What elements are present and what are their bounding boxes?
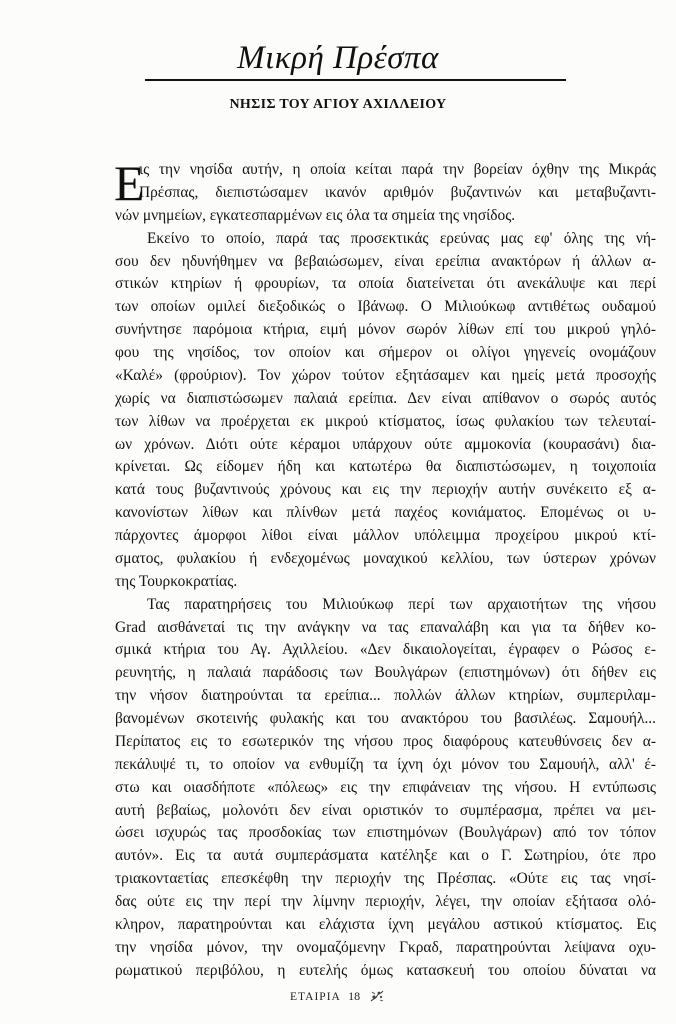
text-line: κανονίστων λίθων και πλίνθων μετά παχέος κονιάματος. Επομένως οι υ- [115, 504, 656, 522]
text-line: ις την νησίδα αυτήν, η οποία κείται παρά την βορείαν όχθην της Μικράς [139, 161, 656, 178]
text-line: κρίνεται. Ως είδομεν ήδη και κατωτέρω θα διαπιστώσωμεν, η τοιχοποιία [115, 458, 656, 476]
drop-cap: Ε [114, 155, 145, 211]
text-line: φου της νησίδος, τον οποίον και σήμερον οι ολίγοι γηγενείς ονομάζουν [115, 344, 656, 361]
text-line: ώσει ισχυρώς τας προσδοκίας των επιστημόνων (Βουλγάρων) από τον τόπον [115, 824, 656, 842]
text-line: κατά τους βυζαντινούς χρόνους και εις την περιοχήν αυτήν συνέκειτο εξ α- [115, 481, 656, 499]
text-line: χωρίς να διαπιστώσωμεν παλαιά ερείπια. Δεν είναι απίθανον ο σωρός αυτός [115, 389, 656, 407]
text-line: σμικά κτήρια του Αγ. Αχιλλείου. «Δεν δικαιολογείται, έγραφεν ο Ρώσος ε- [115, 641, 656, 659]
text-line: αυτή βεβαίως, μολονότι δεν είναι οριστικόν το συμπέρασμα, πρέπει να μει- [115, 801, 656, 819]
text-line: βανομένων σκοτεινής φυλακής και του ανακτόρου του βασιλέως. Σαμουήλ... [115, 710, 656, 727]
text-line: Τας παρατηρήσεις του Μιλιούκωφ περί των αρχαιοτήτων της νήσου [147, 595, 656, 613]
text-line: των λίθων να προέρχεται εκ μικρού κτίσματος, ίσως φυλακίου των τελευταί- [115, 412, 656, 430]
ornament-icon [368, 988, 386, 1007]
title-divider [145, 79, 566, 81]
text-line: την νησίδα μόνον, την ονομαζόμενην Γκραδ, παρατηρούνται λείψανα οχυ- [115, 938, 656, 956]
section-subtitle: ΝΗΣΙΣ ΤΟΥ ΑΓΙΟΥ ΑΧΙΛΛΕΙΟΥ [229, 97, 447, 112]
text-line: πεκάλυψέ τι, το οποίον να ενθυμίζη τα ίχνη όχι μόνον του Σαμουήλ, αλλ' έ- [115, 755, 656, 773]
page-title: Μικρή Πρέσπα [237, 40, 439, 76]
page-footer [0, 988, 676, 1007]
text-line: Πρέσπας, διεπιστώσαμεν ικανόν αριθμόν βυζαντινών και μεταβυζαντι- [139, 183, 656, 201]
text-line: Περίπατος εις το εσωτερικόν της νήσου προς διαφόρους κατευθύνσεις δεν α- [115, 732, 656, 750]
article-body [114, 155, 656, 983]
text-line: ων χρόνων. Διότι ούτε κέραμοι υπάρχουν ούτε αμμοκονία (κουρασάνι) δια- [115, 435, 656, 453]
text-line: της Τουρκοκρατίας. [115, 572, 238, 590]
text-line: σματος, φυλακίου ή ενδεχομένως μοναχικού κελλίου, των ύστερων χρόνων [115, 549, 656, 567]
text-line: στω και οιασδήποτε «πόλεως» εις την επιφάνειαν της νήσου. Η εντύπωσις [115, 778, 656, 796]
text-line: την νήσον διατηρούνται τα ερείπια... πολλών άλλων κτηρίων, συμπεριλαμ- [115, 687, 656, 705]
text-line: σου δεν ηδυνήθημεν να βεβαιώσωμεν, είναι ερείπια ανακτόρων ή άλλων α- [115, 252, 656, 270]
text-line: ρευνητής, η παλαιά παράδοσις των Βουλγάρων (επιστημόνων) ότι δήθεν εις [115, 664, 656, 682]
text-line: Grad αισθάνεταί τις την ανάγκην να τας επαναλάβη και για τα δήθεν κο- [115, 618, 656, 636]
text-line: τριακονταετίας επεσκέφθη την περιοχήν της Πρέσπας. «Ούτε εις τας νησί- [115, 870, 656, 888]
text-line: δας ούτε εις την περί την λίμνην περιοχήν, λέγει, την οποίαν εξήτασα ολό- [115, 893, 656, 910]
footer-label: ΕΤΑΙΡΙΑ [290, 991, 341, 1004]
text-line: «Καλέ» (φρούριον). Τον χώρον τούτον εξητάσαμεν και ημείς μετά προσοχής [115, 366, 656, 384]
text-line: κληρον, παρατηρούνται και ελάχιστα ίχνη μεγάλου αστικού κτίσματος. Εις [115, 915, 656, 933]
text-line: πάρχοντες άμορφοι λίθοι είναι μάλλον υπόλειμμα προχείρου μικρού κτί- [115, 527, 656, 544]
page-number: 18 [348, 989, 361, 1004]
text-line: αυτόν». Εις τα αυτά συμπεράσματα κατέληξε και ο Γ. Σωτηρίου, ότε προ [115, 847, 656, 865]
text-line: συνήντησε παρόμοια κτήρια, ειμή μόνον σωρόν λίθων επί του μικρού γηλό- [115, 321, 656, 339]
text-line: ρωματικού περιβόλου, η ευτελής όμως κατασκευή του οποίου δύναται να [115, 961, 656, 979]
text-line: των οποίων ομιλεί διεξοδικώς ο Ιβάνωφ. Ο Μιλιούκωφ αντιθέτως ουδαμού [115, 298, 656, 316]
text-line: στικών κτηρίων ή φρουρίων, τα οποία διατείνεται ότι ανεκάλυψε και περί [115, 275, 656, 293]
text-line: νών μνημείων, εγκατεσπαρμένων εις όλα τα σημεία της νησίδος. [115, 206, 516, 224]
text-line: Εκείνο το οποίο, παρά τας προσεκτικάς ερεύνας μας εφ' όλης της νή- [147, 229, 656, 247]
